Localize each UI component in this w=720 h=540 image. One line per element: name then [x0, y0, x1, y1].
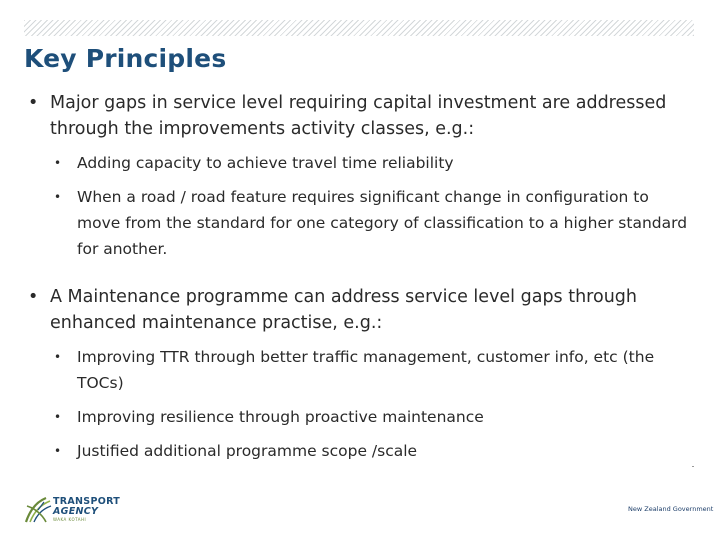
logo-line-3: WAKA KOTAHI — [53, 517, 87, 522]
logo-line-1: TRANSPORT — [53, 496, 121, 507]
sub-bullet-2-1 — [50, 344, 694, 396]
sub-bullet-marker: • — [54, 190, 62, 204]
bullet-1-sublist — [50, 150, 694, 262]
bullet-2-text: A Maintenance programme can address service level gaps through enhanced maintenance practise, e.g.: — [50, 287, 637, 333]
sub-bullet-marker: • — [54, 410, 62, 424]
sub-bullet-1-2 — [50, 184, 694, 262]
sub-bullet-marker: • — [54, 444, 62, 458]
sub-bullet-text: Improving resilience through proactive maintenance — [77, 408, 484, 426]
sub-bullet-text: Adding capacity to achieve travel time reliability — [77, 154, 454, 172]
slide-title: Key Principles — [24, 44, 227, 73]
bullet-2 — [24, 284, 694, 336]
sub-bullet-text: When a road / road feature requires significant change in configuration to move from the standard for one category of classification to a higher standard for another. — [77, 188, 688, 258]
logo-line-2: AGENCY — [53, 506, 99, 517]
header-hatch-band — [24, 20, 694, 36]
bullet-1 — [24, 90, 694, 142]
bullet-list — [24, 90, 694, 472]
sub-bullet-marker: • — [54, 350, 62, 364]
logo-wordmark — [53, 497, 120, 522]
bullet-1-text: Major gaps in service level requiring capital investment are addressed through the improvements activity classes, e.g.: — [50, 93, 667, 139]
bullet-marker: • — [28, 287, 39, 307]
nz-government-wordmark: New Zealand Government — [628, 505, 714, 513]
slide-corner-mark — [692, 466, 694, 467]
sub-bullet-2-3 — [50, 438, 694, 464]
sub-bullet-marker: • — [54, 156, 62, 170]
bullet-2-sublist — [50, 344, 694, 464]
sub-bullet-2-2 — [50, 404, 694, 430]
sub-bullet-text: Improving TTR through better traffic management, customer info, etc (the TOCs) — [77, 348, 655, 392]
bullet-marker: • — [28, 93, 39, 113]
sub-bullet-text: Justified additional programme scope /scale — [77, 442, 418, 460]
sub-bullet-1-1 — [50, 150, 694, 176]
